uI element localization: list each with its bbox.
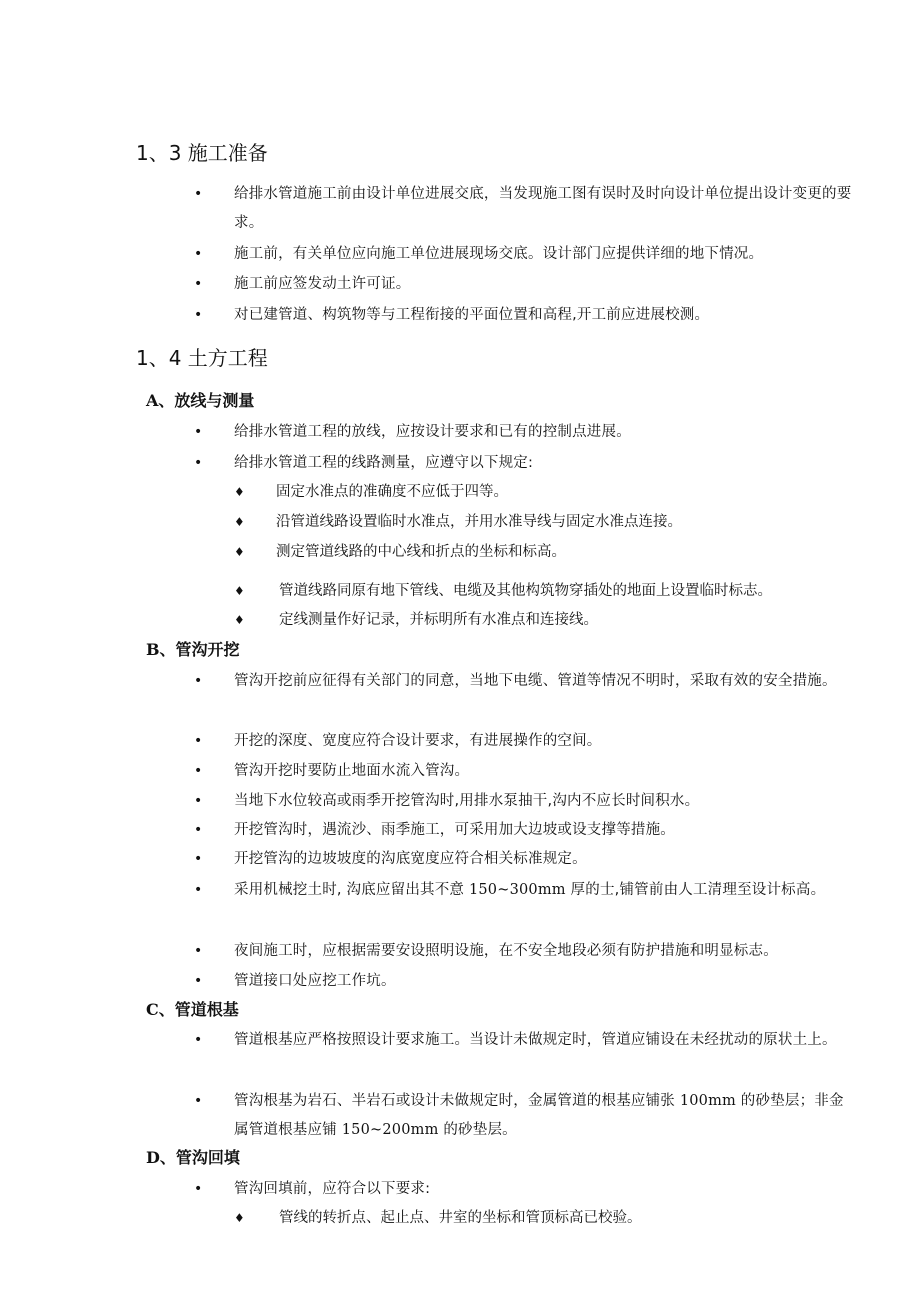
subheading-title: 管沟回填: [175, 1148, 240, 1167]
text-run: 厚的士,铺管前由人工清理至设计标高。: [565, 882, 826, 898]
list-item: 管道接口处应挖工作坑。: [234, 973, 396, 989]
list-item: 管沟开挖时要防止地面水流入管沟。: [234, 763, 470, 779]
diamond-icon: ♦: [234, 485, 245, 499]
subheading-title: 管沟开挖: [175, 640, 240, 659]
sub-list-item: 定线测量作好记录，并标明所有水准点和连接线。: [279, 612, 598, 628]
list-item: 给排水管道工程的放线，应按设计要求和已有的控制点进展。: [234, 424, 631, 440]
bullet-icon: •: [194, 822, 203, 838]
text-run-measure: 100mm: [679, 1093, 736, 1109]
bullet-icon: •: [194, 943, 203, 959]
list-item: 夜间施工时，应根据需要安设照明设施，在不安全地段必须有防护措施和明显标志。: [234, 943, 778, 959]
list-item: 当地下水位较高或雨季开挖管沟时,用排水泵抽干,沟内不应长时间积水。: [234, 793, 700, 809]
bullet-icon: •: [194, 1032, 203, 1048]
sub-list-item: 管道线路同原有地下管线、电缆及其他构筑物穿插处的地面上设置临时标志。: [279, 583, 772, 599]
diamond-icon: ♦: [234, 584, 245, 598]
bullet-icon: •: [194, 973, 203, 989]
subheading-prefix: D、: [146, 1148, 176, 1167]
diamond-icon: ♦: [234, 515, 245, 529]
subheading-c: [146, 999, 239, 1021]
bullet-icon: •: [194, 186, 203, 202]
diamond-icon: ♦: [234, 1211, 245, 1225]
list-item: 管沟开挖前应征得有关部门的同意，当地下电缆、管道等情况不明时，采取有效的安全措施。: [234, 673, 837, 689]
bullet-icon: •: [194, 276, 203, 292]
bullet-icon: •: [194, 246, 203, 262]
list-item: [234, 876, 854, 905]
bullet-icon: •: [194, 307, 203, 323]
list-item: 施工前应签发动土许可证。: [234, 276, 411, 292]
bullet-icon: •: [194, 1181, 203, 1197]
list-item: 给排水管道施工前由设计单位进展交底，当发现施工图有误时及时向设计单位提出设计变更的要求。: [234, 186, 852, 231]
text-run: 的砂垫层。: [438, 1122, 517, 1138]
text-run: 的砂垫层；非金属管道根基应铺: [234, 1093, 844, 1138]
sub-list-item: 管线的转折点、起止点、井室的坐标和管顶标高已校验。: [279, 1210, 642, 1226]
bullet-icon: •: [194, 673, 203, 689]
text-run: 采用机械挖土时, 沟底应留出其不意: [234, 882, 469, 898]
bullet-icon: •: [194, 793, 203, 809]
list-item: 开挖管沟时，遇流沙、雨季施工，可采用加大边坡或设支撑等措施。: [234, 822, 675, 838]
bullet-icon: •: [194, 424, 203, 440]
list-item: 开挖的深度、宽度应符合设计要求，有进展操作的空间。: [234, 733, 602, 749]
subheading-prefix: B、: [146, 640, 176, 659]
bullet-icon: •: [194, 1093, 203, 1109]
sub-list-item: 测定管道线路的中心线和折点的坐标和标高。: [276, 544, 566, 560]
subheading-prefix: C、: [146, 1000, 175, 1019]
list-item: 管沟回填前，应符合以下要求:: [234, 1181, 431, 1197]
list-item: 施工前，有关单位应向施工单位进展现场交底。设计部门应提供详细的地下情况。: [234, 246, 764, 262]
subheading-prefix: A、: [146, 391, 175, 410]
diamond-icon: ♦: [234, 545, 245, 559]
subheading-a: [146, 390, 254, 412]
bullet-icon: •: [194, 882, 203, 898]
text-run: 管沟根基为岩石、半岩石或设计未做规定时，金属管道的根基应铺张: [234, 1093, 680, 1109]
bullet-icon: •: [194, 851, 203, 867]
text-run-measure: 150~200mm: [341, 1122, 439, 1138]
list-item: 给排水管道工程的线路测量，应遵守以下规定:: [234, 455, 534, 471]
text-run-measure: 150~300mm: [468, 882, 566, 898]
subheading-b: [146, 639, 240, 661]
subheading-d: [146, 1147, 240, 1169]
sub-list-item: 固定水准点的准确度不应低于四等。: [276, 484, 508, 500]
heading-1-4: 1、4 土方工程: [136, 346, 268, 370]
heading-1-3: 1、3 施工准备: [136, 141, 268, 165]
sub-list-item: 沿管道线路设置临时水准点，并用水准导线与固定水准点连接。: [276, 514, 682, 530]
list-item: 管道根基应严格按照设计要求施工。当设计未做规定时，管道应铺设在未经扰动的原状土上。: [234, 1032, 837, 1048]
list-item: 开挖管沟的边坡坡度的沟底宽度应符合相关标准规定。: [234, 851, 587, 867]
bullet-icon: •: [194, 763, 203, 779]
subheading-title: 管道根基: [174, 1000, 239, 1019]
list-item: 对已建管道、构筑物等与工程衔接的平面位置和高程,开工前应进展校测。: [234, 307, 710, 323]
list-item: [234, 1087, 854, 1145]
bullet-icon: •: [194, 455, 203, 471]
diamond-icon: ♦: [234, 613, 245, 627]
bullet-icon: •: [194, 733, 203, 749]
subheading-title: 放线与测量: [174, 391, 255, 410]
